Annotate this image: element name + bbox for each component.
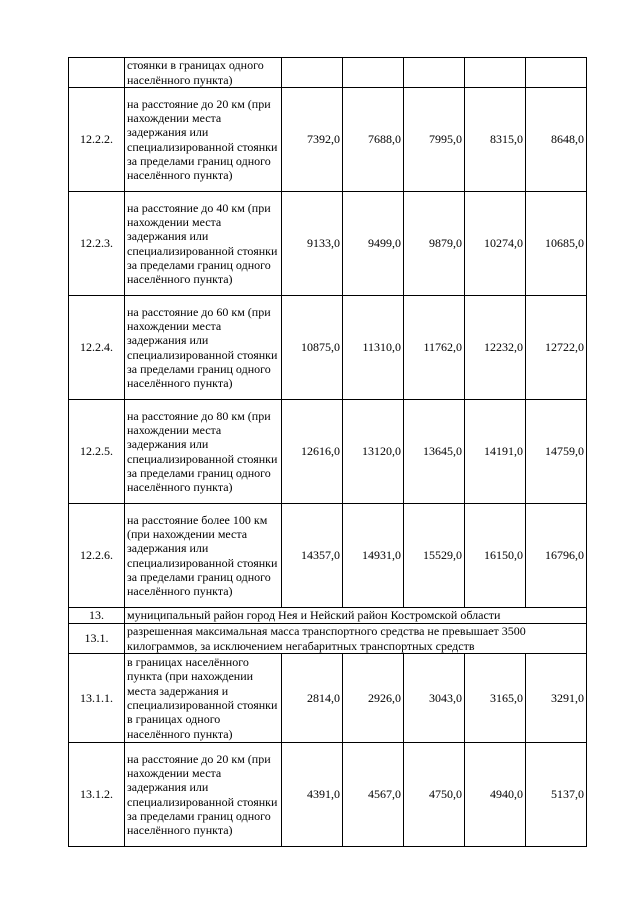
value-cell: 4567,0 bbox=[343, 743, 404, 847]
value-cell: 8648,0 bbox=[526, 88, 587, 192]
row-description: на расстояние более 100 км (при нахождении места задержания или специализированной стоянки за пределами границ одного населённого пункта) bbox=[125, 504, 282, 608]
table-row bbox=[69, 504, 587, 608]
value-cell: 16150,0 bbox=[465, 504, 526, 608]
tariff-table bbox=[68, 57, 587, 847]
value-cell: 9133,0 bbox=[282, 192, 343, 296]
row-number: 12.2.3. bbox=[69, 192, 125, 296]
value-cell bbox=[526, 58, 587, 88]
value-cell: 10685,0 bbox=[526, 192, 587, 296]
value-cell: 12232,0 bbox=[465, 296, 526, 400]
value-cell: 11762,0 bbox=[404, 296, 465, 400]
row-description: стоянки в границах одного населённого пункта) bbox=[125, 58, 282, 88]
value-cell: 14357,0 bbox=[282, 504, 343, 608]
value-cell: 4750,0 bbox=[404, 743, 465, 847]
value-cell: 14759,0 bbox=[526, 400, 587, 504]
value-cell: 5137,0 bbox=[526, 743, 587, 847]
value-cell: 9879,0 bbox=[404, 192, 465, 296]
table-row bbox=[69, 192, 587, 296]
row-description: на расстояние до 20 км (при нахождении места задержания или специализированной стоянки за пределами границ одного населённого пункта) bbox=[125, 743, 282, 847]
table-row bbox=[69, 743, 587, 847]
row-description: на расстояние до 80 км (при нахождении места задержания или специализированной стоянки за пределами границ одного населённого пункта) bbox=[125, 400, 282, 504]
value-cell: 7688,0 bbox=[343, 88, 404, 192]
row-number: 13.1.2. bbox=[69, 743, 125, 847]
row-description: в границах населённого пункта (при нахождении места задержания и специализированной стоянки в границах одного населённого пункта) bbox=[125, 654, 282, 743]
value-cell: 2814,0 bbox=[282, 654, 343, 743]
row-description: на расстояние до 20 км (при нахождении места задержания или специализированной стоянки за пределами границ одного населённого пункта) bbox=[125, 88, 282, 192]
value-cell: 3165,0 bbox=[465, 654, 526, 743]
value-cell: 4391,0 bbox=[282, 743, 343, 847]
row-number: 13. bbox=[69, 608, 125, 624]
row-number: 13.1.1. bbox=[69, 654, 125, 743]
value-cell bbox=[465, 58, 526, 88]
row-number-cell bbox=[69, 58, 125, 88]
row-number: 12.2.2. bbox=[69, 88, 125, 192]
row-number: 12.2.5. bbox=[69, 400, 125, 504]
value-cell: 14191,0 bbox=[465, 400, 526, 504]
value-cell: 2926,0 bbox=[343, 654, 404, 743]
value-cell: 13120,0 bbox=[343, 400, 404, 504]
value-cell: 11310,0 bbox=[343, 296, 404, 400]
value-cell: 3291,0 bbox=[526, 654, 587, 743]
value-cell: 9499,0 bbox=[343, 192, 404, 296]
value-cell: 16796,0 bbox=[526, 504, 587, 608]
row-number: 13.1. bbox=[69, 624, 125, 654]
table-row bbox=[69, 654, 587, 743]
table-row bbox=[69, 58, 587, 88]
subsection-row bbox=[69, 624, 587, 654]
value-cell: 7995,0 bbox=[404, 88, 465, 192]
value-cell: 3043,0 bbox=[404, 654, 465, 743]
value-cell: 10875,0 bbox=[282, 296, 343, 400]
section-title: муниципальный район город Нея и Нейский район Костромской области bbox=[125, 608, 587, 624]
value-cell: 7392,0 bbox=[282, 88, 343, 192]
value-cell: 12616,0 bbox=[282, 400, 343, 504]
table-row bbox=[69, 400, 587, 504]
row-description: на расстояние до 60 км (при нахождении места задержания или специализированной стоянки за пределами границ одного населённого пункта) bbox=[125, 296, 282, 400]
table-row bbox=[69, 88, 587, 192]
row-description: на расстояние до 40 км (при нахождении места задержания или специализированной стоянки за пределами границ одного населённого пункта) bbox=[125, 192, 282, 296]
value-cell: 14931,0 bbox=[343, 504, 404, 608]
value-cell bbox=[404, 58, 465, 88]
value-cell: 8315,0 bbox=[465, 88, 526, 192]
value-cell: 4940,0 bbox=[465, 743, 526, 847]
row-number: 12.2.6. bbox=[69, 504, 125, 608]
table-row bbox=[69, 296, 587, 400]
value-cell: 12722,0 bbox=[526, 296, 587, 400]
value-cell bbox=[282, 58, 343, 88]
subsection-title: разрешенная максимальная масса транспортного средства не превышает 3500 килограммов, за исключением негабаритных транспортных средств bbox=[125, 624, 587, 654]
value-cell: 15529,0 bbox=[404, 504, 465, 608]
value-cell: 10274,0 bbox=[465, 192, 526, 296]
value-cell bbox=[343, 58, 404, 88]
section-row bbox=[69, 608, 587, 624]
value-cell: 13645,0 bbox=[404, 400, 465, 504]
row-number: 12.2.4. bbox=[69, 296, 125, 400]
